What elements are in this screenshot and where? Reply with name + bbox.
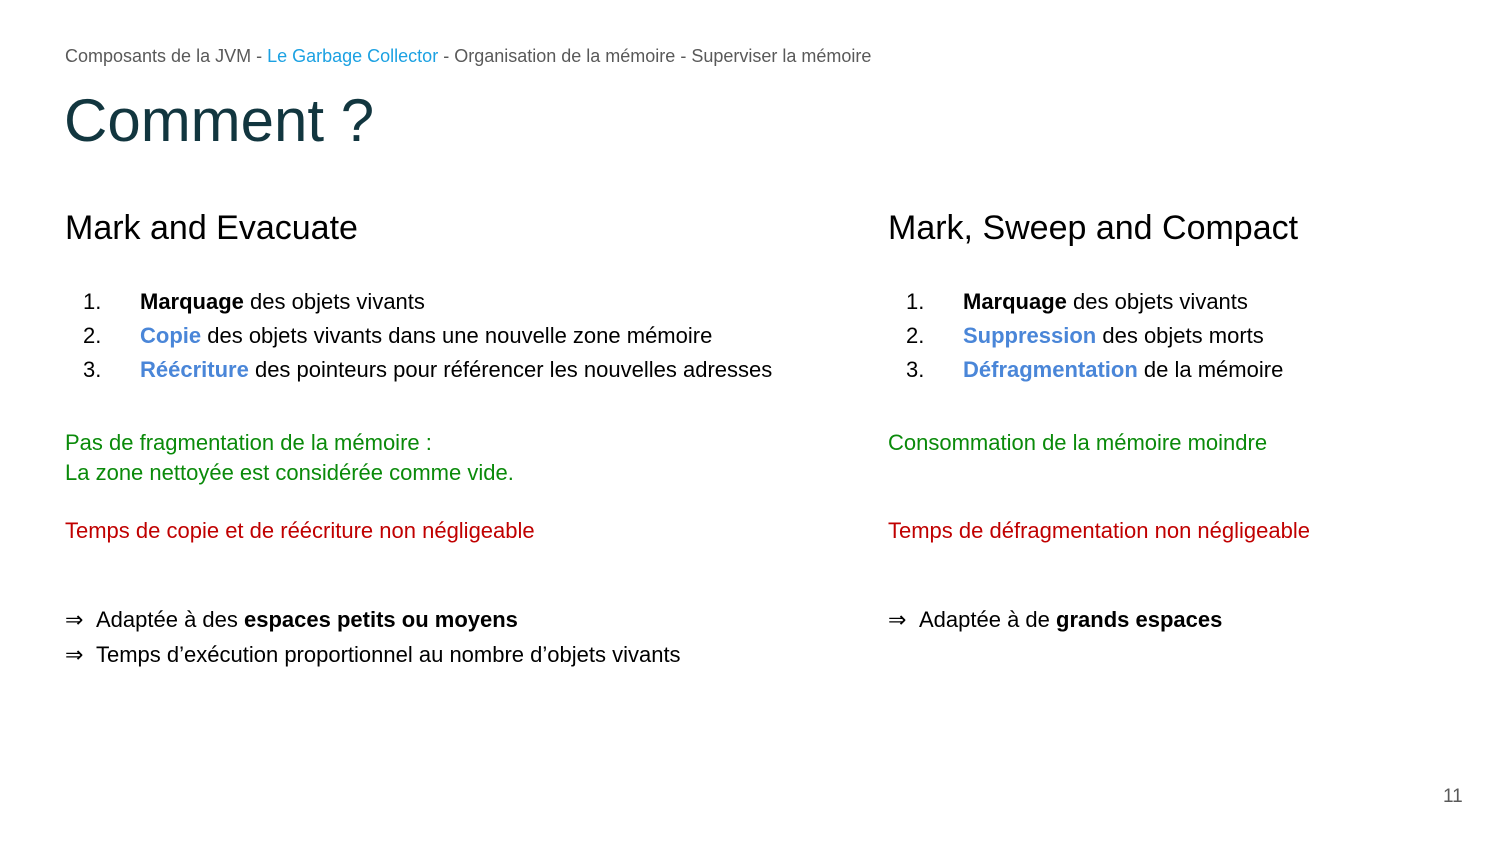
step-rest: des objets morts — [1096, 323, 1264, 348]
conclusion-line — [65, 637, 681, 672]
conclusions — [888, 602, 1222, 637]
step-rest: des objets vivants — [1066, 289, 1248, 314]
page-number: 11 — [1443, 786, 1463, 807]
step-number: 2. — [906, 323, 925, 348]
step-rest: de la mémoire — [1137, 357, 1284, 382]
breadcrumb-item-garbage-collector[interactable]: Le Garbage Collector — [267, 46, 439, 66]
breadcrumb-item-jvm-components[interactable]: Composants de la JVM — [65, 46, 252, 66]
list-item — [65, 319, 855, 353]
step-number: 1. — [906, 289, 925, 314]
step-keyword: Copie — [140, 323, 202, 348]
step-number: 2. — [83, 323, 102, 348]
conclusion-line — [65, 602, 681, 637]
list-item — [888, 319, 1478, 353]
step-keyword: Suppression — [963, 323, 1097, 348]
list-item — [888, 285, 1478, 319]
step-rest: des pointeurs pour référencer les nouvelles adresses — [248, 357, 773, 382]
list-item — [888, 353, 1478, 387]
step-keyword: Défragmentation — [963, 357, 1138, 382]
column-heading: Mark and Evacuate — [65, 209, 358, 247]
advantage-line: Pas de fragmentation de la mémoire : — [65, 430, 432, 455]
conclusion-bold: grands espaces — [1056, 607, 1223, 632]
steps-list — [888, 285, 1478, 387]
steps-list — [65, 285, 855, 387]
conclusion-prefix: Adaptée à de — [919, 607, 1057, 632]
step-number: 1. — [83, 289, 102, 314]
advantage-line: Consommation de la mémoire moindre — [888, 430, 1268, 455]
step-text — [140, 319, 712, 353]
list-item — [65, 353, 855, 387]
drawback-line: Temps de copie et de réécriture non négligeable — [65, 518, 535, 543]
step-text — [963, 353, 1283, 387]
step-number: 3. — [906, 357, 925, 382]
conclusion-bold: espaces petits ou moyens — [244, 607, 518, 632]
step-text — [140, 353, 772, 387]
implies-arrow-icon: ⇒ — [888, 607, 907, 632]
column-mark-sweep-compact — [888, 206, 1478, 632]
advantage-line: La zone nettoyée est considérée comme vide. — [65, 460, 514, 485]
step-rest: des objets vivants dans une nouvelle zone mémoire — [201, 323, 713, 348]
advantages-text — [888, 428, 1267, 458]
step-text — [963, 285, 1248, 319]
implies-arrow-icon: ⇒ — [65, 642, 84, 667]
conclusion-prefix: Adaptée à des — [96, 607, 245, 632]
breadcrumb-item-monitor-memory[interactable]: Superviser la mémoire — [691, 46, 872, 66]
list-item — [65, 285, 855, 319]
breadcrumb-separator: - — [251, 46, 268, 66]
column-mark-and-evacuate — [65, 206, 855, 667]
drawbacks-text — [888, 516, 1310, 546]
step-number: 3. — [83, 357, 102, 382]
implies-arrow-icon: ⇒ — [65, 607, 84, 632]
advantages-text — [65, 428, 514, 488]
step-keyword: Réécriture — [140, 357, 249, 382]
step-rest: des objets vivants — [243, 289, 425, 314]
step-keyword: Marquage — [140, 289, 244, 314]
breadcrumb-separator: - — [675, 46, 692, 66]
drawback-line: Temps de défragmentation non négligeable — [888, 518, 1310, 543]
step-keyword: Marquage — [963, 289, 1067, 314]
drawbacks-text — [65, 516, 535, 546]
breadcrumb — [65, 46, 871, 67]
step-text — [963, 319, 1264, 353]
breadcrumb-item-memory-organisation[interactable]: Organisation de la mémoire — [454, 46, 676, 66]
conclusion-prefix: Temps d’exécution proportionnel au nombre d’objets vivants — [96, 642, 681, 667]
conclusions — [65, 602, 681, 672]
breadcrumb-separator: - — [438, 46, 455, 66]
column-heading: Mark, Sweep and Compact — [888, 209, 1299, 247]
conclusion-line — [888, 602, 1222, 637]
step-text — [140, 285, 425, 319]
page-title: Comment ? — [64, 87, 375, 154]
